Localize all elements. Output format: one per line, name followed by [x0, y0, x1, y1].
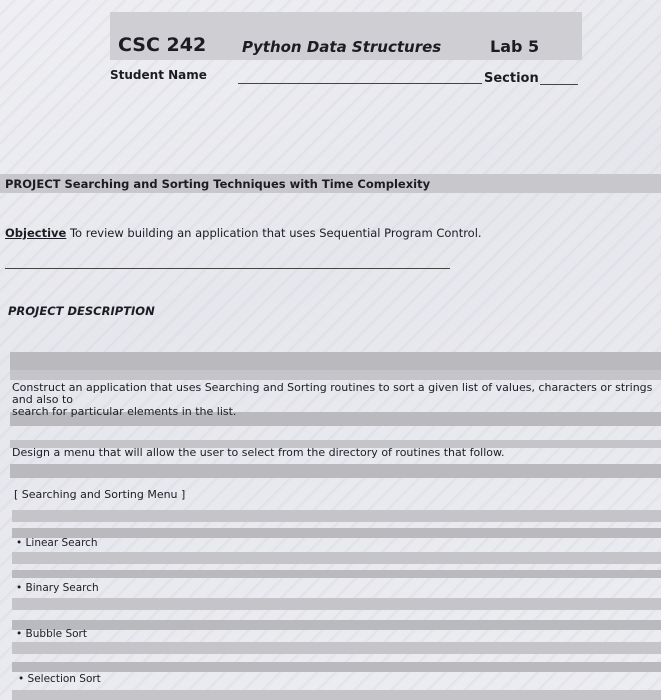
student-name-label: Student Name: [110, 68, 207, 82]
shaded-row: [10, 370, 661, 380]
course-title: Python Data Structures: [242, 38, 442, 56]
section-field[interactable]: [540, 84, 578, 85]
menu-item-label: Binary Search: [25, 582, 99, 594]
menu-item-label: Bubble Sort: [25, 628, 87, 640]
menu-item-linear-search: [16, 537, 98, 549]
course-code: CSC 242: [118, 34, 207, 56]
menu-item-binary-search: [16, 582, 99, 594]
menu-title: [ Searching and Sorting Menu ]: [14, 488, 186, 501]
project-title: Searching and Sorting Techniques with Time Complexity: [64, 177, 431, 191]
shaded-row: [12, 620, 661, 630]
menu-item-bubble-sort: [16, 628, 87, 640]
lab-number: Lab 5: [490, 37, 540, 56]
objective-label: Objective: [5, 226, 67, 240]
menu-instruction: Design a menu that will allow the user to select from the directory of routines that follow.: [12, 446, 505, 459]
description-line: Construct an application that uses Searching and Sorting routines to sort a given list of values, characters or strings and also to: [12, 381, 653, 406]
shaded-row: [12, 662, 661, 672]
shaded-row: [12, 510, 661, 522]
shaded-row: [12, 598, 661, 610]
shaded-row: [12, 690, 661, 700]
shaded-row: [12, 642, 661, 654]
shaded-row: [12, 570, 661, 578]
shaded-row: [10, 464, 661, 478]
project-label: PROJECT: [5, 177, 61, 191]
menu-item-label: Linear Search: [25, 537, 98, 549]
section-label: Section: [484, 71, 539, 86]
objective: [5, 226, 482, 240]
objective-text: To review building an application that uses Sequential Program Control.: [69, 226, 482, 240]
project-description-heading: PROJECT DESCRIPTION: [8, 304, 155, 318]
menu-item-selection-sort: [18, 673, 101, 685]
bullet-icon: •: [16, 537, 23, 549]
divider: [5, 268, 450, 269]
menu-item-label: Selection Sort: [27, 673, 101, 685]
description-line: search for particular elements in the list.: [12, 405, 237, 418]
shaded-row: [12, 552, 661, 564]
shaded-row: [12, 528, 661, 538]
student-name-field[interactable]: [238, 83, 482, 84]
shaded-row: [10, 352, 661, 370]
bullet-icon: •: [16, 628, 23, 640]
description-paragraph: [12, 382, 657, 418]
bullet-icon: •: [16, 582, 23, 594]
bullet-icon: •: [18, 673, 25, 685]
project-heading: [5, 177, 430, 191]
